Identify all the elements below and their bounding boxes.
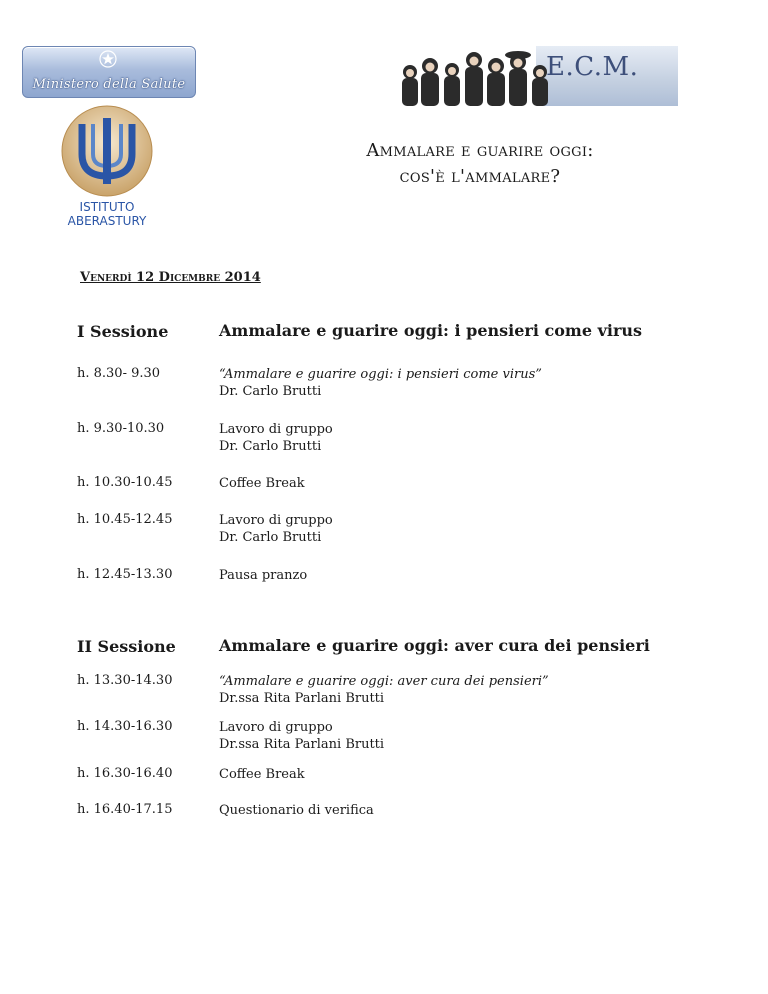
schedule-time: h. 9.30-10.30 (77, 421, 165, 436)
schedule-description: “Ammalare e guarire oggi: aver cura dei pensieri” (219, 674, 549, 689)
schedule-time: h. 12.45-13.30 (77, 567, 173, 582)
schedule-speaker: Dr. Carlo Brutti (219, 530, 322, 545)
schedule-speaker: Dr.ssa Rita Parlani Brutti (219, 691, 385, 706)
schedule-time: h. 8.30- 9.30 (77, 366, 161, 381)
schedule-description: Pausa pranzo (219, 568, 308, 583)
ministero-logo (22, 46, 196, 98)
session-label: I Sessione (77, 322, 169, 341)
schedule-time: h. 10.45-12.45 (77, 512, 173, 527)
session-title: Ammalare e guarire oggi: i pensieri come virus (219, 321, 643, 340)
session-label: II Sessione (77, 637, 176, 656)
session-title: Ammalare e guarire oggi: aver cura dei pensieri (219, 636, 650, 655)
schedule-speaker: Dr. Carlo Brutti (219, 384, 322, 399)
schedule-description: Questionario di verifica (219, 803, 374, 818)
schedule-time: h. 14.30-16.30 (77, 719, 173, 734)
title-line2: cos'è l'ammalare? (399, 166, 561, 187)
schedule-description: Coffee Break (219, 476, 305, 491)
schedule-time: h. 10.30-10.45 (77, 475, 173, 490)
schedule-speaker: Dr. Carlo Brutti (219, 439, 322, 454)
schedule-speaker: Dr.ssa Rita Parlani Brutti (219, 737, 385, 752)
schedule-description: Coffee Break (219, 767, 305, 782)
schedule-description: “Ammalare e guarire oggi: i pensieri come virus” (219, 367, 542, 382)
schedule-time: h. 13.30-14.30 (77, 673, 173, 688)
istituto-line2: ABERASTURY (67, 214, 147, 228)
schedule-description: Lavoro di gruppo (219, 720, 333, 735)
event-date: Venerdì 12 Dicembre 2014 (80, 270, 261, 285)
istituto-emblem-icon (60, 104, 154, 198)
istituto-line1: ISTITUTO (79, 200, 135, 214)
schedule-description: Lavoro di gruppo (219, 422, 333, 437)
ecm-banner (398, 46, 678, 106)
star-emblem-icon (99, 50, 117, 68)
schedule-time: h. 16.40-17.15 (77, 802, 173, 817)
istituto-logo (52, 104, 162, 234)
schedule-description: Lavoro di gruppo (219, 513, 333, 528)
schedule-time: h. 16.30-16.40 (77, 766, 173, 781)
ministero-text: Ministero della Salute (32, 77, 186, 92)
group-photo-icon (398, 46, 558, 106)
title-line1: Ammalare e guarire oggi: (366, 140, 594, 161)
ecm-text: E.C.M. (546, 52, 639, 82)
page-title (290, 138, 670, 190)
